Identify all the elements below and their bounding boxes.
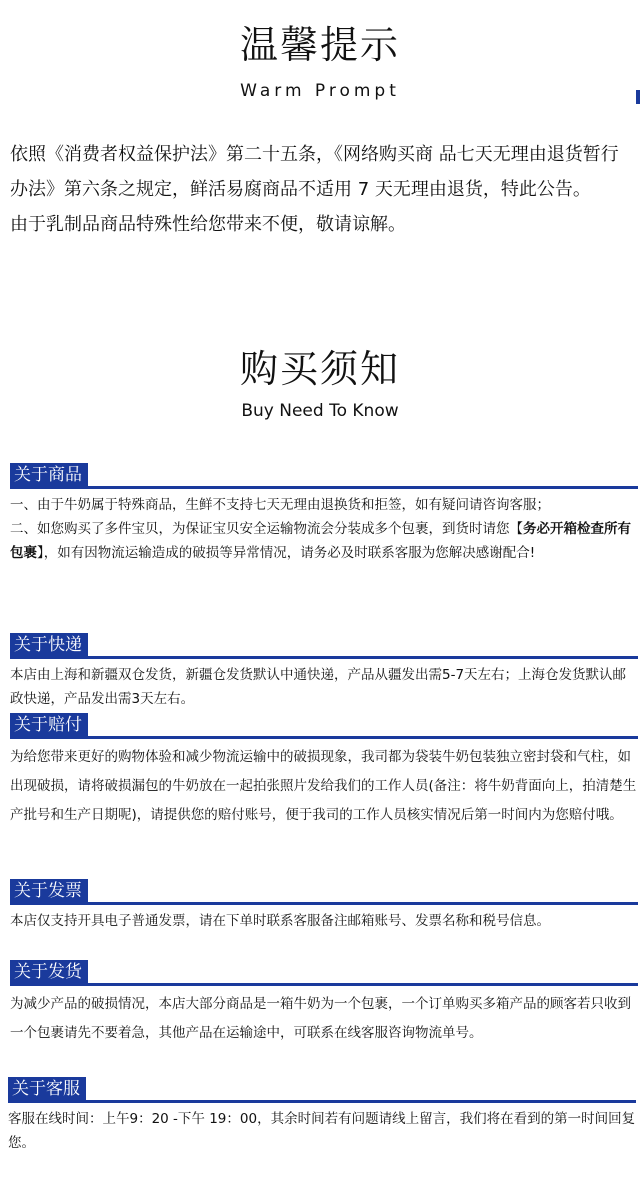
section-title: 关于客服 xyxy=(8,1077,86,1101)
buy-notice-header xyxy=(0,346,640,422)
section-divider xyxy=(10,983,638,986)
section-header xyxy=(10,633,638,659)
goods-item-2-pre: 二、如您购买了多件宝贝，为保证宝贝安全运输物流会分装成多个包裹，到货时请您【 xyxy=(10,521,523,537)
warm-prompt-paragraph: 依照《消费者权益保护法》第二十五条，《网络购买商 品七天无理由退货暂行办法》第六条之规定，鲜活易腐商品不适用 7 天无理由退货，特此公告。 xyxy=(10,144,619,200)
warm-prompt-header xyxy=(0,22,640,102)
goods-item-2-emphasis: 务必开箱检查所有包裹 xyxy=(10,521,631,561)
section-divider xyxy=(10,736,638,739)
section-title: 关于快递 xyxy=(10,633,88,657)
section-divider xyxy=(10,486,638,489)
section-body xyxy=(10,909,638,933)
warm-prompt-title: 温馨提示 xyxy=(239,23,400,67)
section-compensation xyxy=(10,713,638,830)
warm-prompt-body xyxy=(10,137,635,242)
compensation-text: 为给您带来更好的购物体验和减少物流运输中的破损现象，我司都为袋装牛奶包装独立密封袋和气柱，如出现破损，请将破损漏包的牛奶放在一起拍张照片发给我们的工作人员(备注：将牛奶背面向上，拍清楚生产批号和生产日期呢)，请提供您的赔付账号，便于我司的工作人员核实情况后第一时间内为您赔付哦。 xyxy=(10,749,637,823)
section-goods xyxy=(10,463,638,565)
section-body xyxy=(8,1107,636,1155)
section-body xyxy=(10,663,638,711)
section-invoice xyxy=(10,879,638,933)
section-header xyxy=(10,960,638,986)
buy-notice-title: 购买须知 xyxy=(239,347,400,391)
section-header xyxy=(8,1077,636,1103)
goods-item-2-post: 】，如有因物流运输造成的破损等异常情况，请务必及时联系客服为您解决感谢配合! xyxy=(37,545,536,561)
goods-item-1: 一、由于牛奶属于特殊商品，生鲜不支持七天无理由退换货和拒签，如有疑问请咨询客服； xyxy=(10,497,550,513)
section-divider xyxy=(10,902,638,905)
shipping-text: 为减少产品的破损情况，本店大部分商品是一箱牛奶为一个包裹，一个订单购买多箱产品的顾客若只收到一个包裹请先不要着急，其他产品在运输途中，可联系在线客服咨询物流单号。 xyxy=(10,996,631,1041)
section-title: 关于赔付 xyxy=(10,713,88,737)
section-body xyxy=(10,990,638,1048)
section-title: 关于发票 xyxy=(10,879,88,903)
warm-prompt-paragraph: 由于乳制品商品特殊性给您带来不便，敬请谅解。 xyxy=(10,214,406,235)
section-header xyxy=(10,879,638,905)
section-header xyxy=(10,463,638,489)
section-shipping xyxy=(10,960,638,1048)
section-header xyxy=(10,713,638,739)
express-text: 本店由上海和新疆双仓发货，新疆仓发货默认中通快递，产品从疆发出需5-7天左右；上海仓发货默认邮政快递，产品发出需3天左右。 xyxy=(10,667,627,707)
section-title: 关于商品 xyxy=(10,463,88,487)
section-body xyxy=(10,493,638,565)
section-divider xyxy=(8,1100,636,1103)
section-express xyxy=(10,633,638,711)
service-text: 客服在线时间：上午9：20 -下午 19：00，其余时间若有问题请线上留言，我们将在看到的第一时间回复您。 xyxy=(8,1111,636,1151)
warm-prompt-subtitle: Warm Prompt xyxy=(240,81,400,101)
invoice-text: 本店仅支持开具电子普通发票，请在下单时联系客服备注邮箱账号、发票名称和税号信息。 xyxy=(10,913,550,929)
section-title: 关于发货 xyxy=(10,960,88,984)
section-service xyxy=(8,1077,636,1155)
buy-notice-subtitle: Buy Need To Know xyxy=(241,401,399,421)
section-divider xyxy=(10,656,638,659)
goods-item-2 xyxy=(10,517,638,565)
section-body xyxy=(10,743,638,830)
